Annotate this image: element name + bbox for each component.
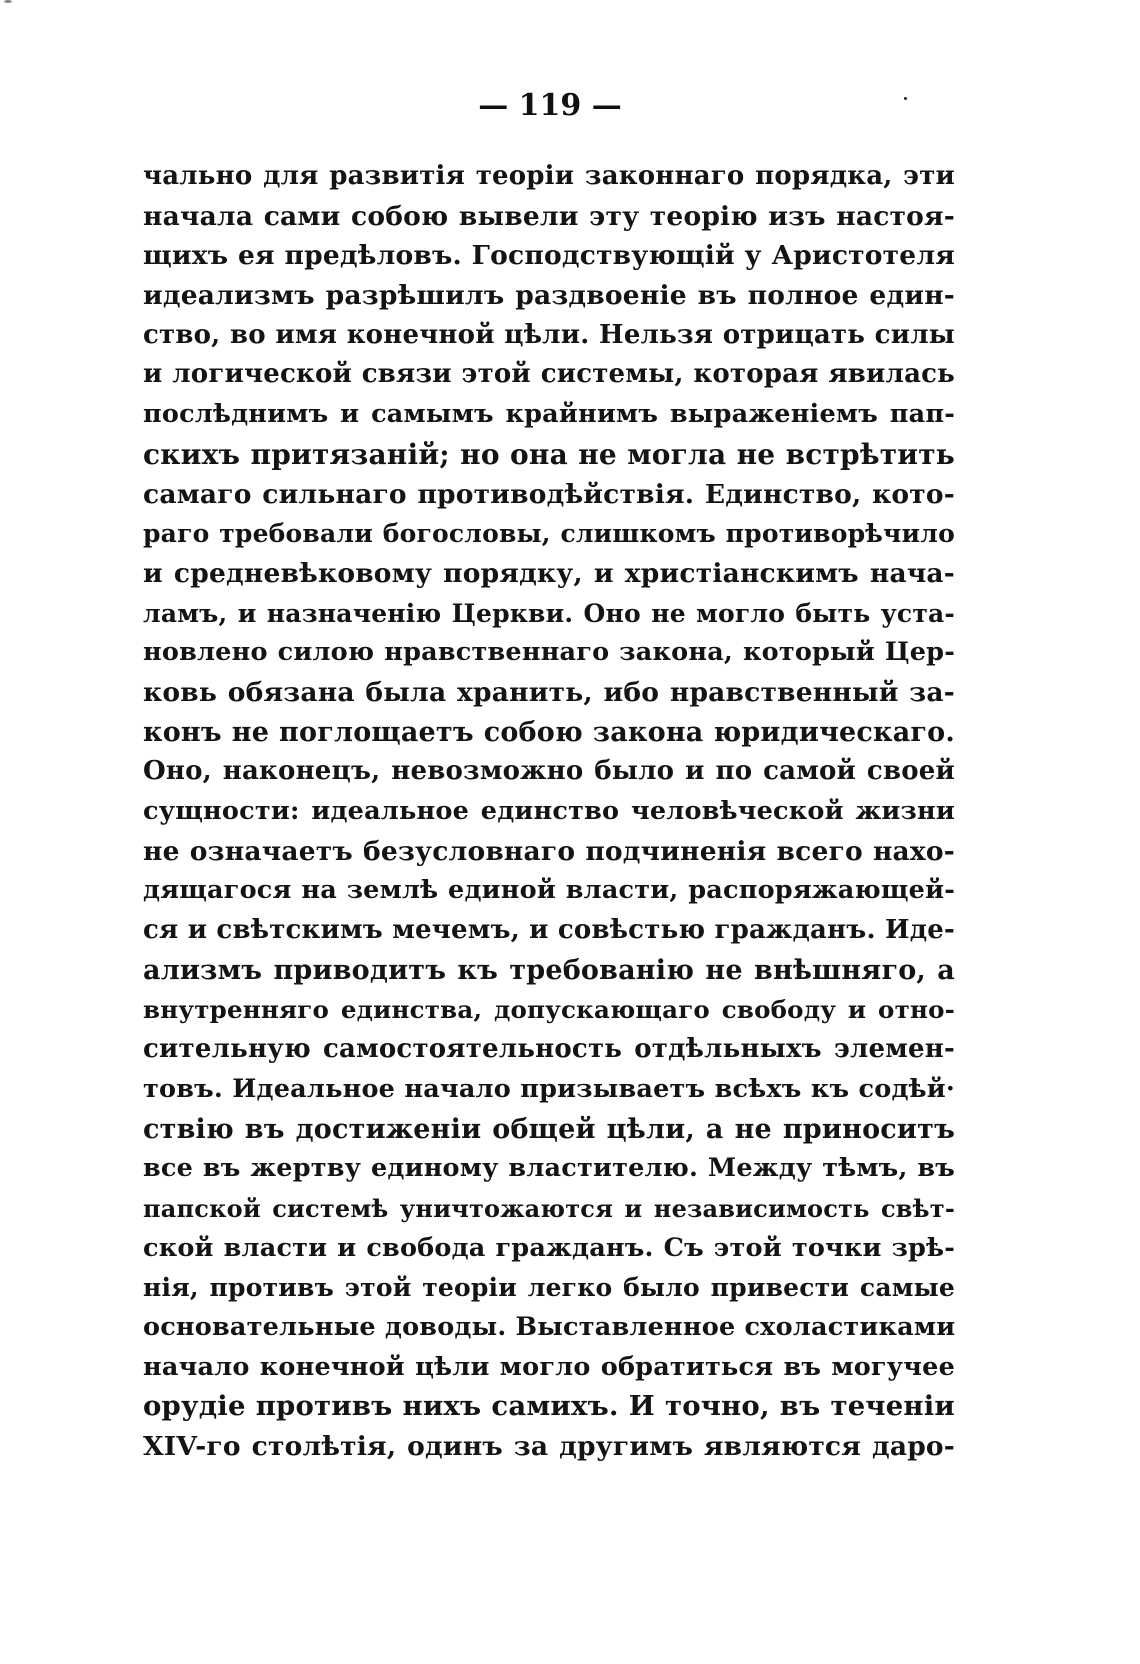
text-line: ализмъ приводитъ къ требованію не внѣшняго, а [143, 954, 955, 986]
text-line: папской системѣ уничтожаются и независимость свѣт- [143, 1193, 955, 1223]
text-line: сительную самостоятельность отдѣльныхъ элемен- [143, 1034, 955, 1065]
text-line: сущности: идеальное единство человѣческой жизни [143, 796, 955, 826]
text-line: раго требовали богословы, слишкомъ противорѣчило [143, 519, 955, 549]
text-line: ствію въ достиженіи общей цѣли, а не приноситъ [143, 1113, 955, 1145]
text-line: все въ жертву единому властителю. Между тѣмъ, въ [143, 1153, 955, 1184]
text-line: Оно, наконецъ, невозможно было и по самой своей [143, 756, 955, 787]
text-line: послѣднимъ и самымъ крайнимъ выраженіемъ пап- [143, 399, 955, 430]
text-line: XIV-го столѣтія, одинъ за другимъ являются даро- [143, 1431, 955, 1462]
text-line: ство, во имя конечной цѣли. Нельзя отрицать силы [143, 319, 955, 350]
text-line: ской власти и свобода гражданъ. Съ этой точки зрѣ- [143, 1232, 955, 1263]
text-line: чально для развитія теоріи законнаго порядка, эти [143, 161, 955, 191]
text-line: идеализмъ разрѣшилъ раздвоеніе въ полное един- [143, 280, 955, 312]
text-line: скихъ притязаній; но она не могла не встрѣтить [143, 437, 955, 471]
text-line: самаго сильнаго противодѣйствія. Единство, кото- [143, 478, 955, 510]
text-line: и логической связи этой системы, которая явилась [143, 359, 955, 390]
text-line: щихъ ея предѣловъ. Господствующій у Аристотеля [143, 240, 955, 272]
text-line: ковь обязана была хранить, ибо нравственный за- [143, 676, 955, 708]
page-number: — 119 — [478, 88, 622, 123]
text-line: начало конечной цѣли могло обратиться въ могучее [143, 1351, 955, 1382]
text-line: конъ не поглощаетъ собою закона юридическаго. [143, 716, 955, 748]
text-line: начала сами собою вывели эту теорію изъ настоя- [143, 200, 955, 232]
text-line: товъ. Идеальное начало призываетъ всѣхъ къ содѣй· [143, 1073, 955, 1104]
text-line: дящагося на землѣ единой власти, распоряжающей- [143, 875, 955, 906]
text-line: ся и свѣтскимъ мечемъ, и совѣстью гражданъ. Иде- [143, 915, 955, 946]
body-text [143, 157, 955, 1467]
text-line: новлено силою нравственнаго закона, который Цер- [143, 637, 955, 668]
text-line: не означаетъ безусловнаго подчиненія всего нахо- [143, 835, 955, 867]
scan-speck [904, 97, 907, 100]
text-line: нія, противъ этой теоріи легко было привести самые [143, 1273, 955, 1303]
text-line: ламъ, и назначенію Церкви. Оно не могло быть уста- [143, 598, 955, 628]
text-line: и средневѣковому порядку, и христіанскимъ нача- [143, 557, 955, 589]
scan-mark [4, 0, 12, 3]
text-line: основательные доводы. Выставленное схоластиками [143, 1311, 956, 1342]
text-line: внутренняго единства, допускающаго свободу и отно- [143, 995, 955, 1025]
text-line: орудіе противъ нихъ самихъ. И точно, въ теченіи [143, 1390, 955, 1423]
